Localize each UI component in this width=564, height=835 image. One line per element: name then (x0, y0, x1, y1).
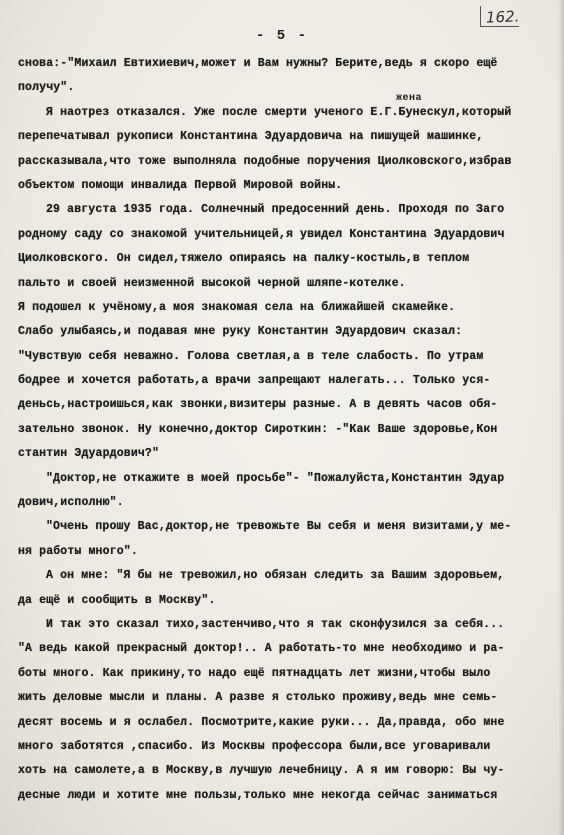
text-line: перепечатывал рукописи Константина Эдуардовича на пишущей машинке, (18, 130, 484, 144)
archive-number: 162. (485, 7, 520, 27)
handwritten-insertion: жена (396, 93, 423, 104)
text-line: пальто и своей неизменной высокой черной шляпе-котелке. (18, 276, 406, 290)
text-line: десные люди и хотите мне пользы,только мне некогда сейчас заниматься (18, 788, 498, 802)
text-line: Циолковского. Он сидел,тяжело опираясь на палку-костыль,в теплом (18, 252, 470, 266)
text-line: "А ведь какой прекрасный доктор!.. А работать-то мне необходимо и ра- (18, 642, 505, 656)
text-line: ня работы много". (18, 544, 138, 558)
text-line: бодрее и хочется работать,а врачи запрещают налегать... Только уся- (18, 374, 491, 388)
text-line: Я подошел к учёному,а моя знакомая села на ближайшей скамейке. (18, 300, 456, 314)
text-line: "Очень прошу Вас,доктор,не тревожьте Вы себя и меня визитами,у ме- (46, 520, 512, 534)
text-line: да ещё и сообщить в Москву". (18, 593, 216, 607)
text-line: И так это сказал тихо,застенчиво,что я так сконфузился за себя... (46, 617, 505, 631)
text-line: 29 августа 1935 года. Солнечный предосенний день. Проходя по Заго (46, 203, 505, 217)
text-line: боты много. Как прикину,то надо ещё пятнадцать лет жизни,чтобы выло (18, 666, 491, 680)
text-line: рассказывала,что тоже выполняла подобные поручения Циолковского,избрав (18, 154, 512, 168)
text-line: А он мне: "Я бы не тревожил,но обязан следить за Вашим здоровьем, (46, 569, 505, 583)
text-line: жить деловые мысли и планы. А разве я столько проживу,ведь мне семь- (18, 691, 498, 705)
text-line: "Чувствую себя неважно. Голова светлая,а в теле слабость. По утрам (18, 349, 484, 363)
page-number: - 5 - (255, 28, 308, 44)
text-line: снова:-"Михаил Евтихиевич,может и Вам нужны? Берите,ведь я скоро ещё (18, 57, 498, 70)
text-line: родному саду со знакомой учительницей,я увидел Константина Эдуардович (18, 227, 505, 241)
text-line: объектом помощи инвалида Первой Мировой войны. (18, 178, 343, 192)
text-line: стантин Эдуардович?" (18, 447, 160, 461)
text-line: Слабо улыбаясь,и подавая мне руку Константин Эдуардович сказал: (18, 325, 463, 339)
text-line: получу". (18, 81, 75, 95)
text-line: Я наотрез отказался. Уже после смерти ученого Е.Г.Бунескул,который (46, 105, 512, 119)
page-edge-shadow (558, 0, 564, 835)
text-line: зательно звонок. Ну конечно,доктор Сироткин: -"Как Ваше здоровье,Кон (18, 422, 498, 436)
text-line: много заботятся ,спасибо. Из Москвы профессора были,все уговаривали (18, 739, 491, 753)
text-line: дович,исполню". (18, 496, 124, 510)
text-line: десят восемь и я ослабел. Посмотрите,какие руки... Да,правда, обо мне (18, 715, 505, 729)
text-line: "Доктор,не откажите в моей просьбе"- "Пожалуйста,Константин Эдуар (46, 471, 505, 485)
text-line: деньсь,настроишься,как звонки,визитеры разные. А в девять часов обя- (18, 398, 498, 412)
text-line: хоть на самолете,а в Москву,в лучшую лечебницу. А я им говорю: Вы чу- (18, 764, 505, 778)
typewritten-text (0, 52, 564, 808)
